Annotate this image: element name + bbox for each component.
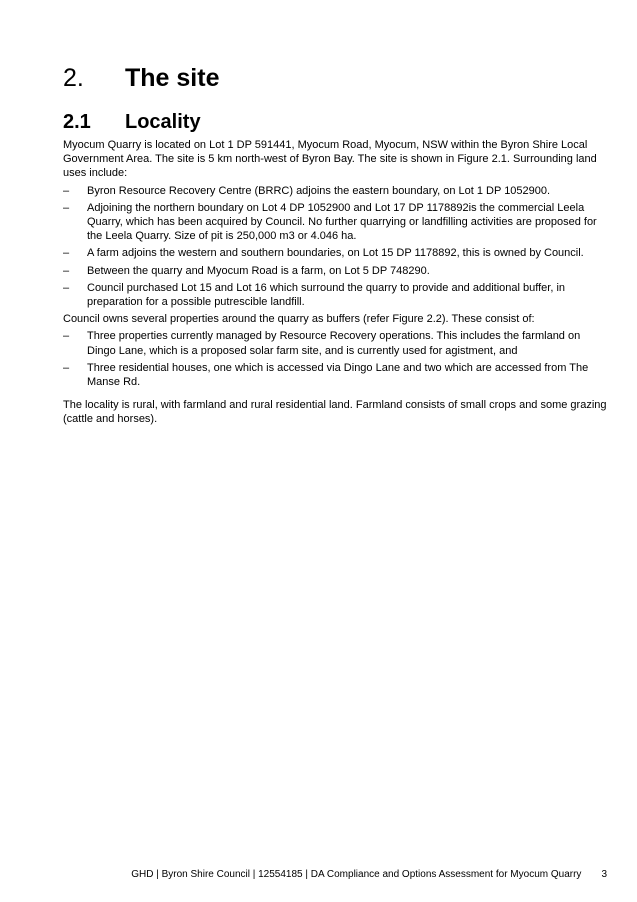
- list-item-text: Council purchased Lot 15 and Lot 16 which surround the quarry to provide and additional buffer, in preparation for a possible putrescible landfill.: [87, 281, 566, 309]
- list-item: [63, 361, 609, 389]
- list-item: [63, 184, 609, 198]
- dash-bullet: –: [63, 281, 70, 294]
- section-title: Locality: [125, 111, 201, 133]
- closing-paragraph: The locality is rural, with farmland and rural residential land. Farmland consists of small crops and some grazing (cattle and horses).: [63, 399, 607, 426]
- list-item-text: Adjoining the northern boundary on Lot 4 DP 1052900 and Lot 17 DP 1178892is the commercial Leela Quarry, which has been acquired by Council. No further quarrying or landfilling activities are proposed for the Leela Quarry. Size of pit is 250,000 m3 or 4.046 ha.: [87, 201, 597, 243]
- dash-bullet: –: [63, 330, 70, 343]
- list-item-text: A farm adjoins the western and southern boundaries, on Lot 15 DP 1178892, this is owned by Council.: [87, 247, 584, 260]
- buffers-intro-paragraph: Council owns several properties around the quarry as buffers (refer Figure 2.2). These consist of:: [63, 313, 535, 326]
- list-item-text: Between the quarry and Myocum Road is a farm, on Lot 5 DP 748290.: [87, 264, 430, 277]
- page-footer: [131, 868, 607, 882]
- list-item: [63, 329, 609, 357]
- section-body: [63, 138, 609, 430]
- chapter-heading: [63, 62, 219, 94]
- list-item-text: Three properties currently managed by Resource Recovery operations. This includes the farmland on Dingo Lane, which is a proposed solar farm site, and is currently used for agistment, and: [87, 330, 581, 357]
- page-number: 3: [601, 869, 607, 880]
- section-heading: [63, 109, 201, 135]
- land-uses-list: [63, 184, 609, 310]
- list-item: [63, 281, 609, 309]
- dash-bullet: –: [63, 184, 70, 197]
- list-item: [63, 246, 609, 260]
- footer-text: GHD | Byron Shire Council | 12554185 | DA Compliance and Options Assessment for Myocum Quarry: [131, 869, 582, 880]
- list-item-text: Three residential houses, one which is accessed via Dingo Lane and two which are accessed from The Manse Rd.: [87, 361, 589, 389]
- dash-bullet: –: [63, 264, 70, 277]
- list-item: [63, 201, 609, 244]
- list-item: [63, 264, 609, 278]
- dash-bullet: –: [63, 361, 70, 374]
- dash-bullet: –: [63, 201, 70, 214]
- buffers-list: [63, 329, 609, 389]
- dash-bullet: –: [63, 247, 70, 260]
- intro-paragraph: Myocum Quarry is located on Lot 1 DP 591441, Myocum Road, Myocum, NSW within the Byron Shire Local Government Area. The site is 5 km north-west of Byron Bay. The site is shown in Figure 2.1. Surrounding land uses include:: [63, 139, 597, 180]
- chapter-title: The site: [125, 64, 220, 92]
- section-number: 2.1: [63, 111, 91, 133]
- chapter-number: 2.: [63, 64, 84, 92]
- list-item-text: Byron Resource Recovery Centre (BRRC) adjoins the eastern boundary, on Lot 1 DP 1052900.: [87, 184, 551, 197]
